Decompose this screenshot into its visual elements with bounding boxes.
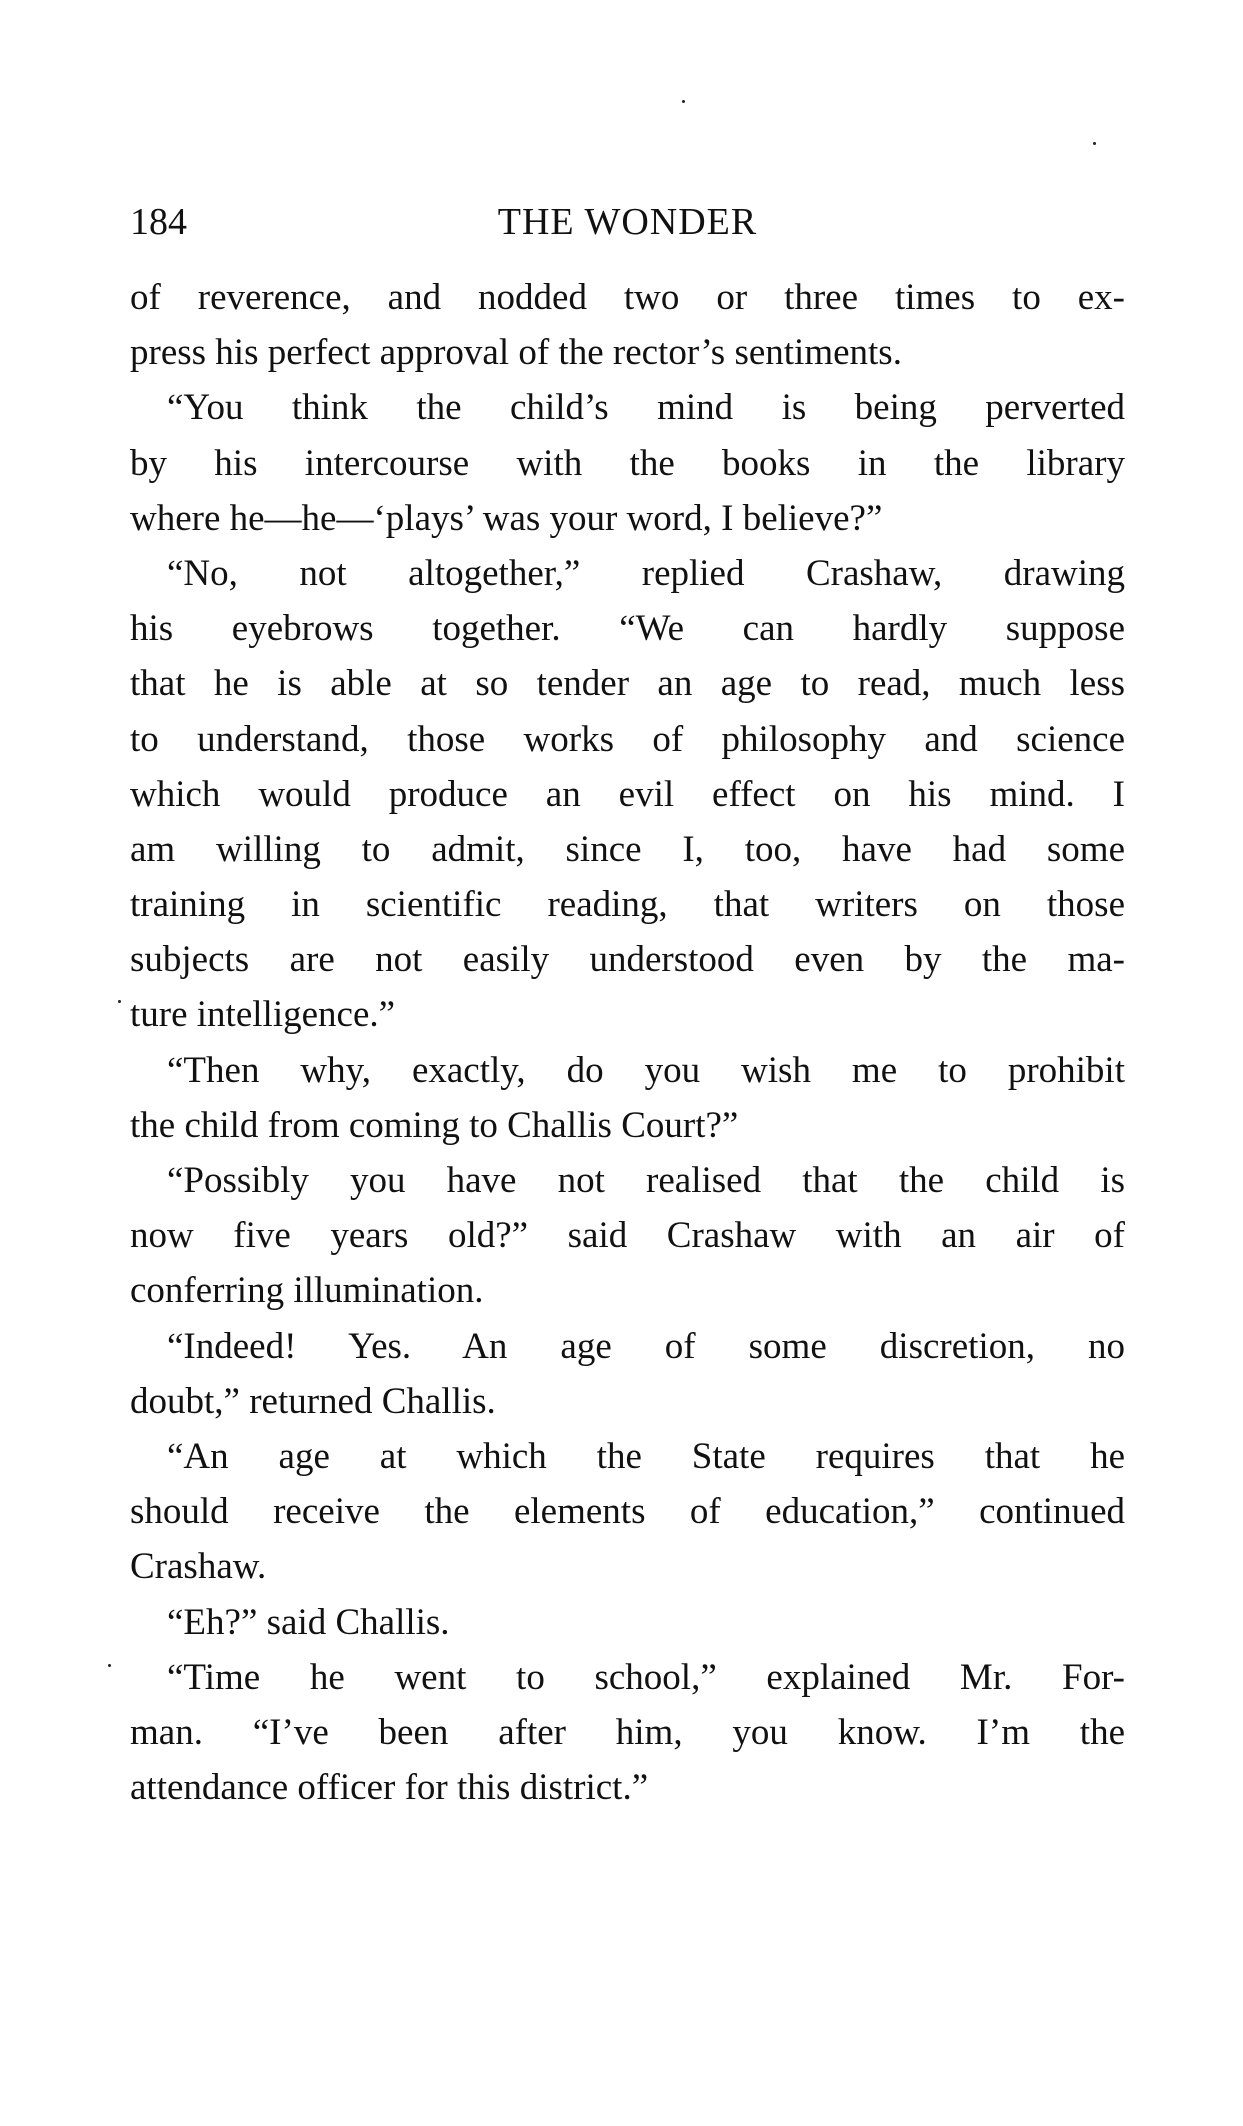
text-line: “An age at which the State requires that he — [167, 1435, 1125, 1477]
text-line: Crashaw. — [130, 1546, 267, 1588]
text-line: his eyebrows together. “We can hardly suppose — [130, 608, 1125, 650]
text-line: of reverence, and nodded two or three times to ex- — [130, 277, 1125, 318]
scan-speck — [1093, 142, 1096, 145]
text-line: ture intelligence.” — [130, 994, 396, 1036]
text-line: conferring illumination. — [130, 1270, 484, 1312]
scan-speck — [118, 1000, 121, 1003]
running-head: THE WONDER — [497, 201, 758, 243]
text-line: which would produce an evil effect on his mind. I — [130, 773, 1125, 815]
text-line: should receive the elements of education,” continued — [130, 1491, 1125, 1533]
text-line: “You think the child’s mind is being perverted — [167, 387, 1125, 429]
scan-speck — [108, 1664, 111, 1667]
text-line: press his perfect approval of the rector’s sentiments. — [130, 332, 902, 374]
text-line: training in scientific reading, that writers on those — [130, 884, 1125, 926]
text-line: by his intercourse with the books in the library — [130, 442, 1125, 484]
text-line: “Possibly you have not realised that the child is — [167, 1160, 1125, 1201]
text-line: where he—he—‘plays’ was your word, I believe?” — [130, 497, 883, 539]
text-line: “No, not altogether,” replied Crashaw, drawing — [167, 552, 1125, 594]
text-line: am willing to admit, since I, too, have had some — [130, 828, 1125, 870]
text-line: to understand, those works of philosophy and science — [130, 718, 1125, 760]
text-line: now five years old?” said Crashaw with an air of — [130, 1215, 1125, 1257]
text-line: “Indeed! Yes. An age of some discretion, no — [167, 1325, 1125, 1367]
page-header — [130, 192, 1125, 252]
text-line: subjects are not easily understood even by the ma- — [130, 939, 1125, 981]
text-line: attendance officer for this district.” — [130, 1767, 649, 1809]
text-line: “Time he went to school,” explained Mr. For- — [167, 1656, 1125, 1698]
body-text — [130, 270, 1125, 1815]
text-line: man. “I’ve been after him, you know. I’m the — [130, 1711, 1125, 1753]
scan-speck — [682, 100, 685, 103]
text-line: that he is able at so tender an age to read, much less — [130, 663, 1125, 705]
page-number: 184 — [130, 201, 187, 243]
text-line: “Eh?” said Challis. — [167, 1601, 450, 1643]
text-line: the child from coming to Challis Court?” — [130, 1104, 739, 1146]
text-line: “Then why, exactly, do you wish me to prohibit — [167, 1049, 1125, 1091]
text-line: doubt,” returned Challis. — [130, 1380, 496, 1422]
